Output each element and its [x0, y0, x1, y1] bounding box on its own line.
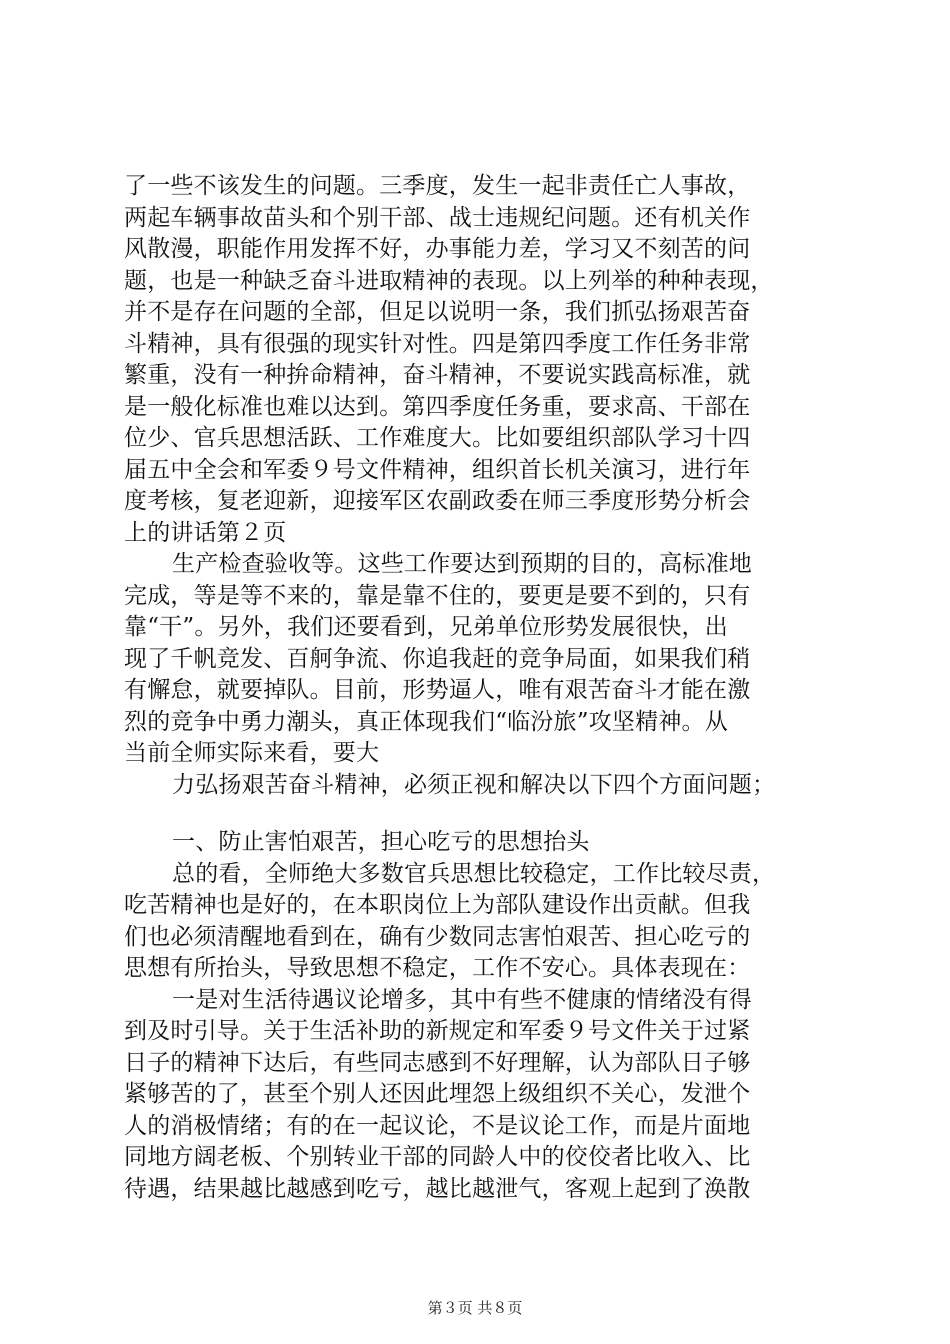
text-line: 日子的精神下达后，有些同志感到不好理解，认为部队日子够: [124, 1049, 751, 1076]
text-line: 一是对生活待遇议论增多，其中有些不健康的情绪没有得: [172, 986, 752, 1013]
text-line: 到及时引导。关于生活补助的新规定和军委９号文件关于过紧: [124, 1018, 751, 1044]
text-line: 繁重，没有一种拚命精神，奋斗精神，不要说实践高标准，就: [124, 362, 751, 388]
text-line: 总的看，全师绝大多数官兵思想比较稳定，工作比较尽责，: [172, 860, 776, 887]
text-line: 生产检查验收等。这些工作要达到预期的目的，高标准地: [172, 551, 752, 577]
paragraph: [124, 549, 844, 770]
text-line: 完成，等是等不来的，靠是靠不住的，要更是要不到的，只有: [124, 582, 751, 609]
document-body: [124, 171, 844, 1205]
paragraph: [124, 770, 844, 802]
section-heading: 一、防止害怕艰苦，担心吃亏的思想抬头: [172, 829, 590, 855]
text-line: 待遇，结果越比越感到吃亏，越比越泄气，客观上起到了涣散: [124, 1175, 751, 1202]
text-line: 了一些不该发生的问题。三季度，发生一起非责任亡人事故，: [124, 173, 751, 199]
paragraph: [124, 171, 844, 549]
text-line: 位少、官兵思想活跃、工作难度大。比如要组织部队学习十四: [124, 425, 751, 451]
paragraph: [124, 859, 844, 985]
text-line: 当前全师实际来看，要大: [124, 740, 380, 766]
page-number-label: 第３页 共８页: [427, 1299, 523, 1317]
text-line: 两起车辆事故苗头和个别干部、战士违规纪问题。还有机关作: [124, 204, 751, 231]
paragraph-gap: [124, 801, 844, 819]
text-line: 力弘扬艰苦奋斗精神，必须正视和解决以下四个方面问题；: [172, 771, 776, 798]
paragraph: [124, 985, 844, 1206]
text-line: 风散漫，职能作用发挥不好，办事能力差，学习又不刻苦的问: [124, 236, 751, 262]
text-line: 人的消极情绪；有的在一起议论，不是议论工作，而是片面地: [124, 1112, 751, 1139]
text-line: 同地方阔老板、个别转业干部的同龄人中的佼佼者比收入、比: [124, 1144, 751, 1170]
text-line: 烈的竞争中勇力潮头，真正体现我们“临汾旅”攻坚精神。从: [124, 708, 728, 735]
text-line: 们也必须清醒地看到在，确有少数同志害怕艰苦、担心吃亏的: [124, 923, 751, 950]
text-line: 上的讲话第２页: [124, 519, 287, 546]
text-line: 并不是存在问题的全部，但足以说明一条，我们抓弘扬艰苦奋: [124, 299, 751, 325]
text-line: 思想有所抬头，导致思想不稳定，工作不安心。具体表现在：: [124, 955, 751, 981]
text-line: 是一般化标准也难以达到。第四季度任务重，要求高、干部在: [124, 393, 751, 420]
text-line: 届五中全会和军委９号文件精神，组织首长机关演习，进行年: [124, 456, 751, 483]
text-line: 度考核，复老迎新，迎接军区农副政委在师三季度形势分析会: [124, 488, 751, 514]
text-line: 靠“干”。另外，我们还要看到，兄弟单位形势发展很快，出: [124, 614, 728, 640]
text-line: 有懈怠，就要掉队。目前，形势逼人，唯有艰苦奋斗才能在激: [124, 677, 751, 703]
text-line: 吃苦精神也是好的，在本职岗位上为部队建设作出贡献。但我: [124, 892, 751, 918]
text-line: 紧够苦的了，甚至个别人还因此埋怨上级组织不关心，发泄个: [124, 1081, 751, 1107]
text-line: 斗精神，具有很强的现实针对性。四是第四季度工作任务非常: [124, 330, 751, 357]
text-line: 现了千帆竞发、百舸争流、你追我赶的竞争局面，如果我们稍: [124, 645, 751, 672]
page-footer: [0, 1297, 950, 1318]
text-line: 题，也是一种缺乏奋斗进取精神的表现。以上列举的种种表现，: [124, 267, 774, 294]
